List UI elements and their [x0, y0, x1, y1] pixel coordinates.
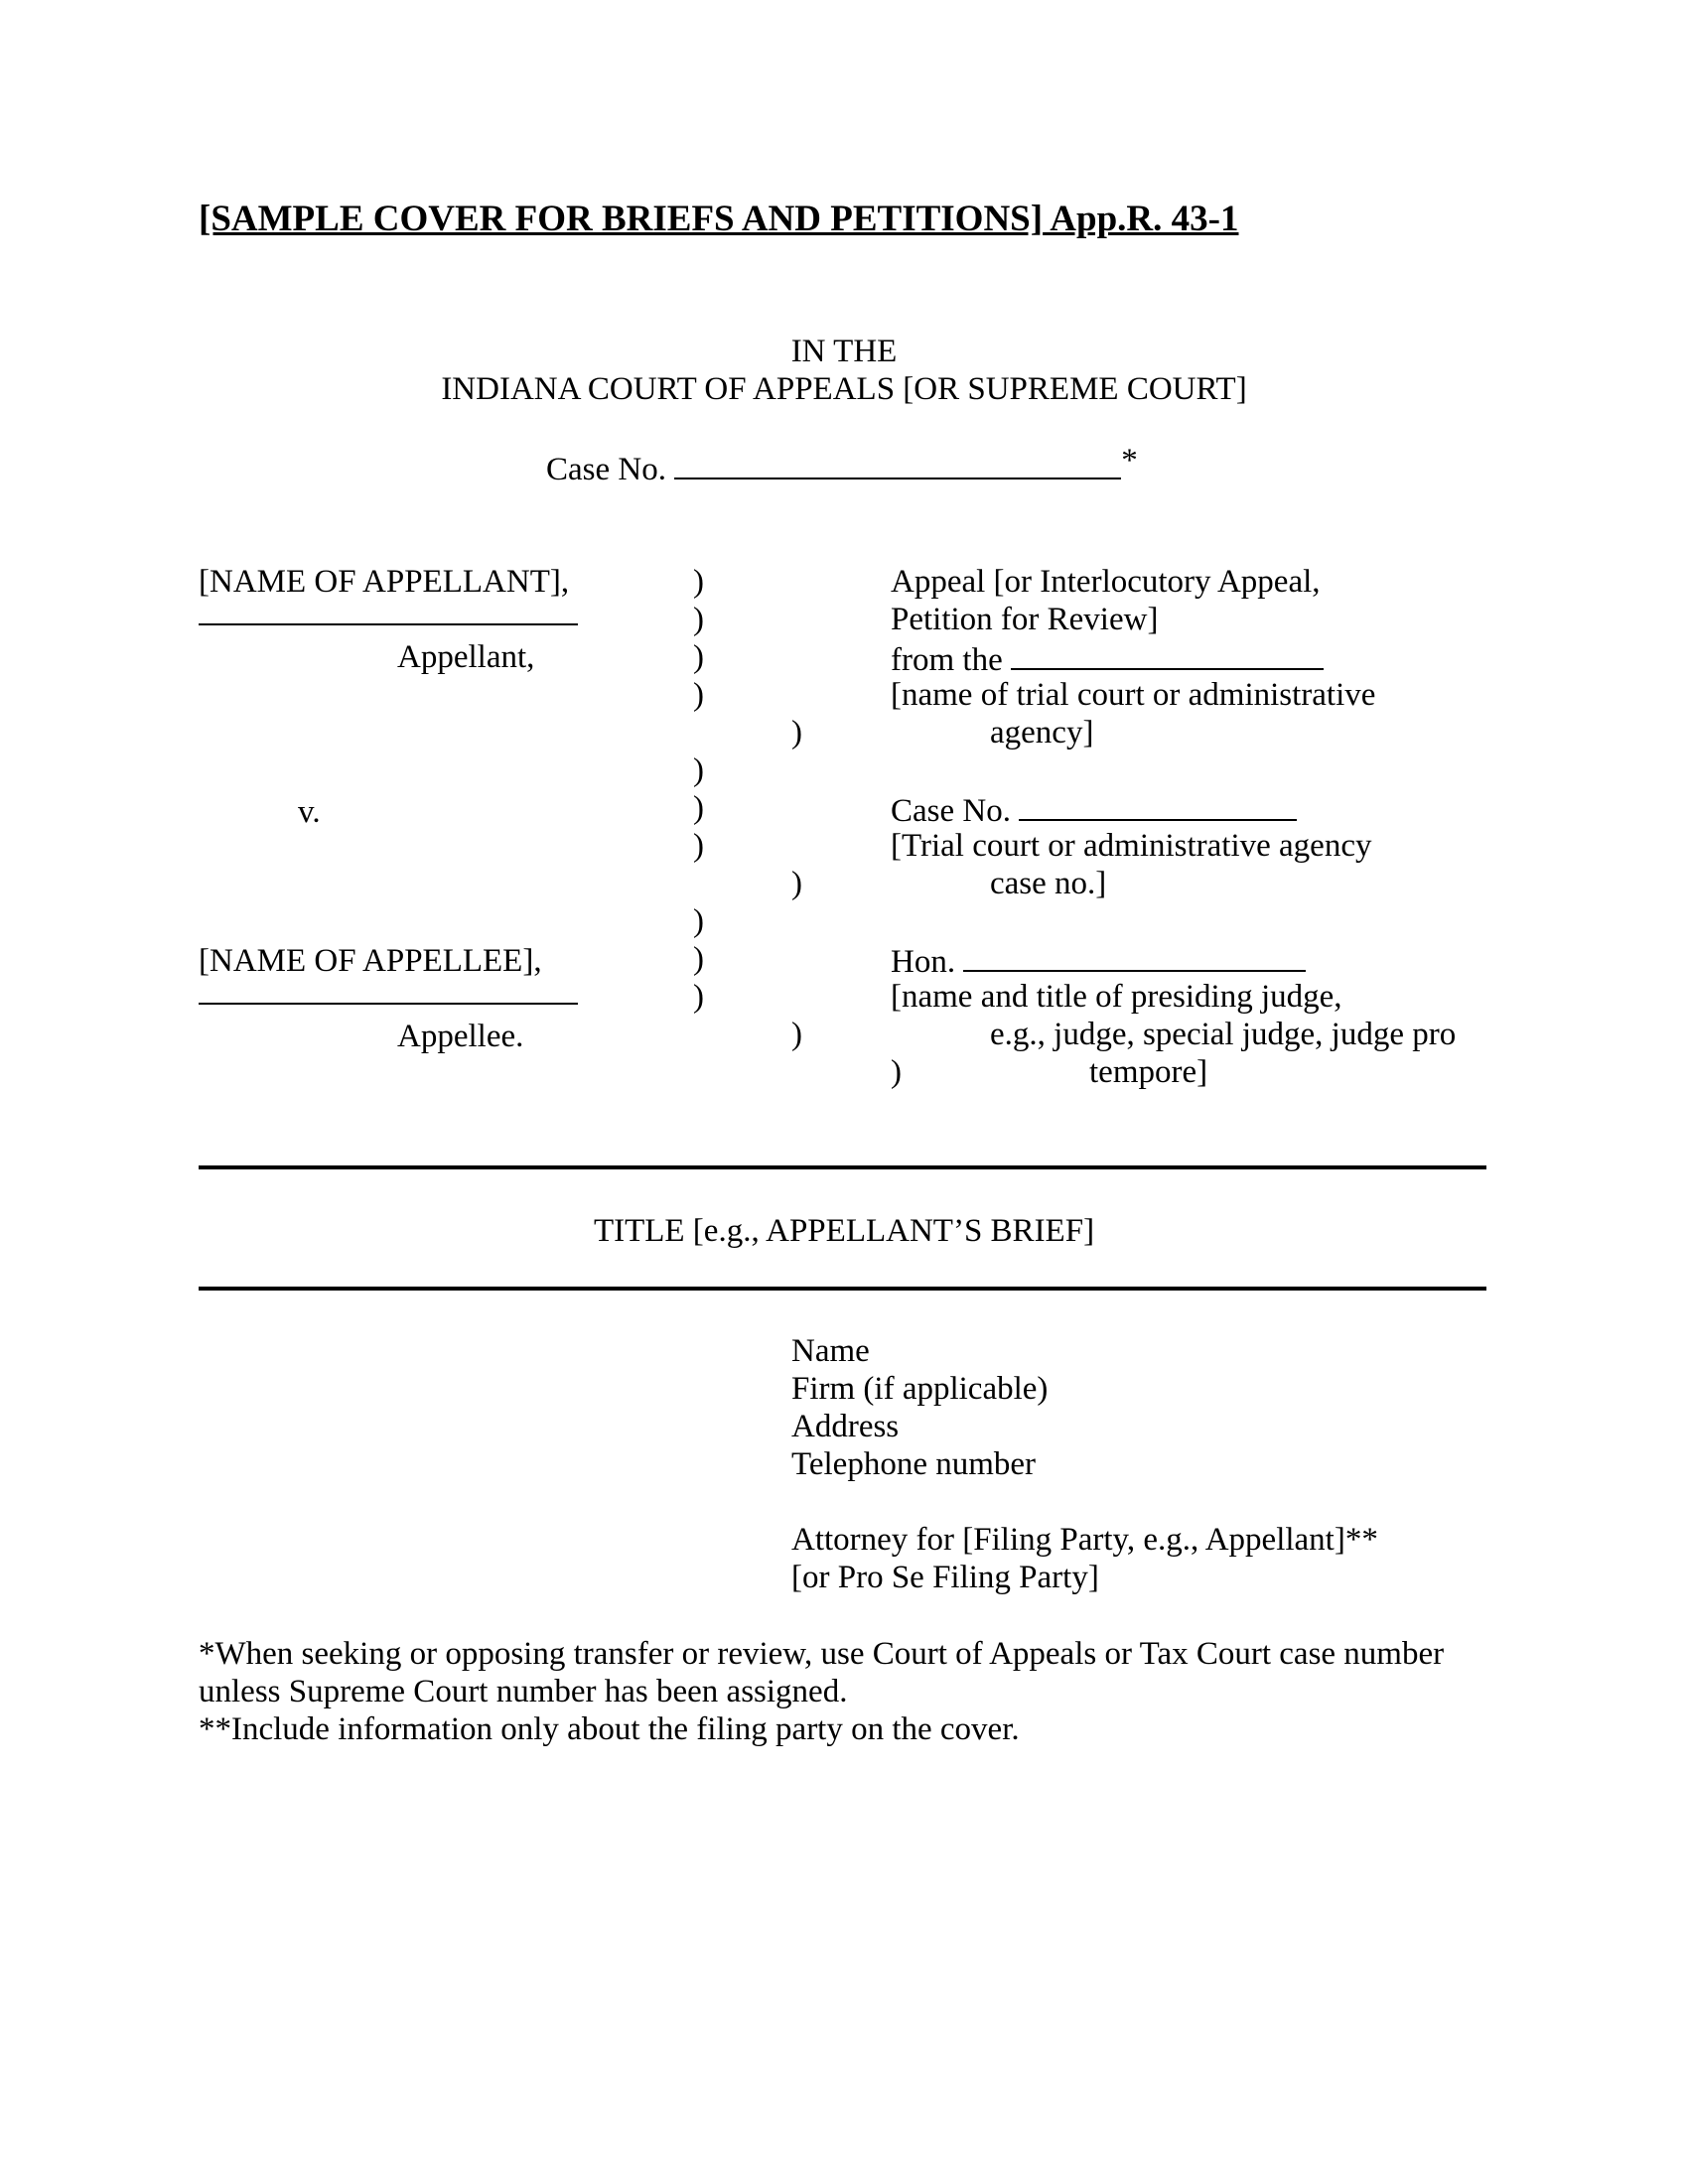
- paren-3: ): [693, 639, 704, 675]
- footnote-2: **Include information only about the filing party on the cover.: [199, 1711, 1020, 1747]
- paren-12: ): [693, 979, 704, 1015]
- appeal-from-row: [891, 638, 1324, 679]
- trial-case-blank: [1019, 789, 1297, 821]
- versus-label: v.: [298, 794, 321, 830]
- court-line-1: IN THE: [790, 334, 898, 369]
- case-number-row: [546, 443, 1138, 488]
- appeal-line-2: Petition for Review]: [891, 602, 1159, 637]
- appellant-blank-row: [199, 594, 578, 634]
- paren-13: ): [791, 1017, 802, 1052]
- case-number-asterisk: *: [1121, 443, 1138, 478]
- paren-7: ): [693, 790, 704, 826]
- paren-5: ): [791, 715, 802, 751]
- appellant-name: [NAME OF APPELLANT],: [199, 564, 570, 600]
- trial-court-blank: [1011, 638, 1324, 670]
- paren-1: ): [693, 564, 704, 600]
- appeal-from-label: from the: [891, 642, 1003, 678]
- appellant-role: Appellant,: [397, 639, 535, 675]
- attorney-name: Name: [791, 1333, 870, 1369]
- paren-4: ): [693, 677, 704, 713]
- judge-line-4: tempore]: [1089, 1054, 1208, 1090]
- appellee-blank: [199, 973, 578, 1005]
- appeal-line-5: agency]: [990, 715, 1094, 751]
- appellant-blank: [199, 594, 578, 625]
- title-bottom-rule: [199, 1287, 1486, 1291]
- judge-line-3: e.g., judge, special judge, judge pro: [990, 1017, 1457, 1052]
- attorney-for: Attorney for [Filing Party, e.g., Appellant]**: [791, 1522, 1378, 1558]
- page-title: [199, 201, 1238, 238]
- paren-10: ): [693, 903, 704, 939]
- paren-14: ): [891, 1054, 902, 1090]
- case-number-label: Case No.: [546, 452, 666, 487]
- court-line-2: INDIANA COURT OF APPEALS [OR SUPREME COURT]: [441, 371, 1247, 407]
- judge-label: Hon.: [891, 944, 956, 980]
- appellee-blank-row: [199, 973, 578, 1014]
- judge-line-2: [name and title of presiding judge,: [891, 979, 1342, 1015]
- attorney-phone: Telephone number: [791, 1446, 1037, 1482]
- appellee-role: Appellee.: [397, 1019, 524, 1054]
- paren-2: ): [693, 602, 704, 637]
- title-rule-text: App.R. 43-1: [1043, 199, 1239, 239]
- title-top-rule: [199, 1165, 1486, 1169]
- title-bracket-text: [SAMPLE COVER FOR BRIEFS AND PETITIONS]: [199, 199, 1044, 239]
- document-title: TITLE [e.g., APPELLANT’S BRIEF]: [593, 1213, 1095, 1249]
- trial-case-label: Case No.: [891, 793, 1011, 829]
- paren-6: ): [693, 752, 704, 788]
- trial-case-line-2: [Trial court or administrative agency: [891, 828, 1372, 864]
- appeal-line-4: [name of trial court or administrative: [891, 677, 1376, 713]
- trial-case-row: [891, 789, 1297, 830]
- paren-11: ): [693, 941, 704, 977]
- judge-row: [891, 940, 1306, 981]
- attorney-address: Address: [791, 1409, 900, 1444]
- judge-blank: [963, 940, 1306, 972]
- footnote-1-line-2: unless Supreme Court number has been assigned.: [199, 1674, 848, 1709]
- attorney-firm: Firm (if applicable): [791, 1371, 1049, 1407]
- case-number-blank: [674, 448, 1121, 479]
- footnote-1-line-1: *When seeking or opposing transfer or review, use Court of Appeals or Tax Court case number: [199, 1636, 1445, 1672]
- attorney-pro-se: [or Pro Se Filing Party]: [791, 1560, 1099, 1595]
- paren-8: ): [693, 828, 704, 864]
- trial-case-line-3: case no.]: [990, 866, 1107, 901]
- appeal-line-1: Appeal [or Interlocutory Appeal,: [891, 564, 1321, 600]
- paren-9: ): [791, 866, 802, 901]
- appellee-name: [NAME OF APPELLEE],: [199, 943, 542, 979]
